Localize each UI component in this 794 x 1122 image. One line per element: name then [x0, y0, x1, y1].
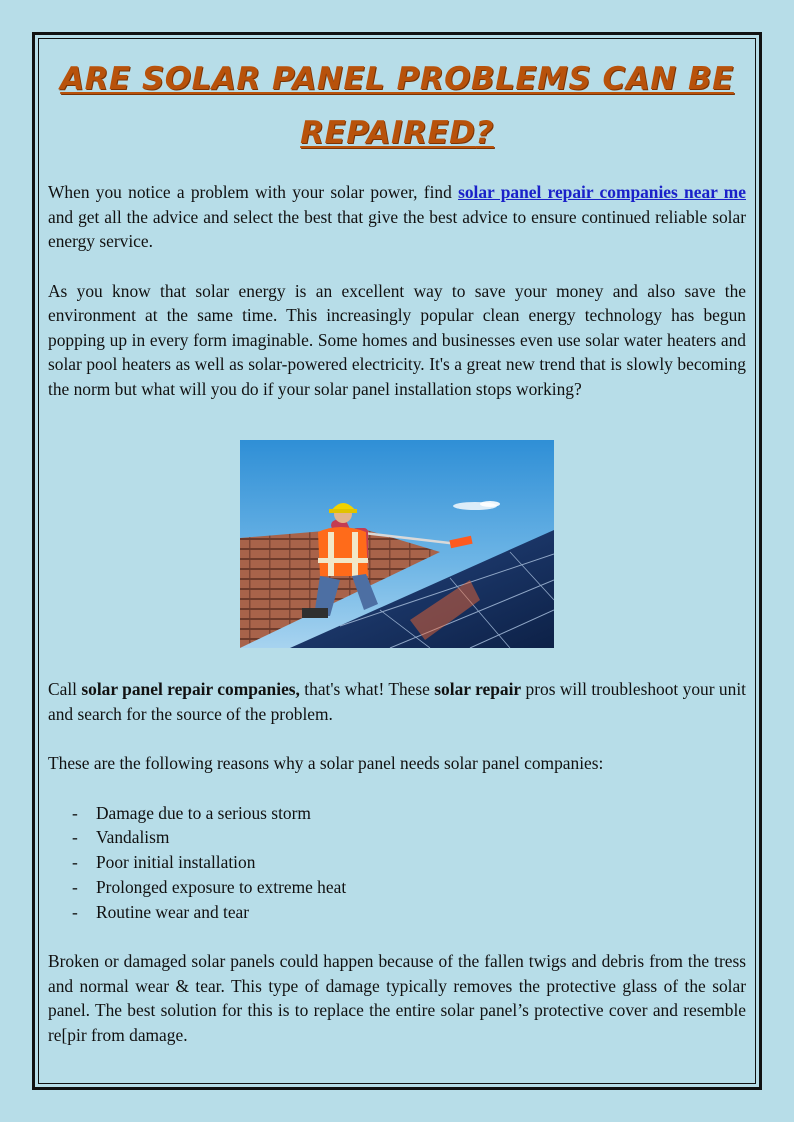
list-item-text: Poor initial installation	[96, 852, 256, 873]
list-item	[72, 825, 746, 850]
bullet-dash: -	[72, 852, 78, 873]
list-item	[72, 900, 746, 925]
reasons-intro-paragraph: These are the following reasons why a solar panel needs solar panel companies:	[48, 753, 604, 773]
list-item	[72, 875, 746, 900]
damage-paragraph: Broken or damaged solar panels could happen because of the fallen twigs and debris from the tress and normal wear & tear. This type of damage typically removes the protective glass of the solar panel. The best solution for this is to replace the entire solar panel’s protective cover and resemble re[pir from damage.	[48, 951, 746, 1045]
list-item	[72, 801, 746, 826]
list-item-text: Prolonged exposure to extreme heat	[96, 876, 347, 897]
call-text-1: Call	[48, 679, 82, 699]
call-text-2: that's what! These	[299, 679, 435, 699]
bold-solar-repair: solar repair	[434, 679, 522, 699]
solar-repair-near-me-link[interactable]: solar panel repair companies near me	[458, 182, 747, 202]
page-title	[48, 52, 746, 160]
article	[48, 52, 746, 1047]
call-text-3: pros will troubleshoot your unit and search for the source of the problem.	[48, 679, 746, 724]
bullet-dash: -	[72, 802, 78, 823]
call-repair-paragraph	[48, 677, 746, 726]
title-line-1: ARE SOLAR PANEL PROBLEMS CAN BE	[60, 61, 734, 97]
title-line-2: REPAIRED	[300, 115, 476, 151]
list-item	[72, 850, 746, 875]
bullet-dash: -	[72, 901, 78, 922]
intro-paragraph	[48, 180, 746, 254]
list-item-text: Vandalism	[96, 827, 170, 848]
intro-text-after: and get all the advice and select the best that give the best advice to ensure continued reliable solar energy service.	[48, 206, 746, 251]
list-item-text: Damage due to a serious storm	[96, 802, 311, 823]
bullet-dash: -	[72, 876, 78, 897]
intro-text-before: When you notice a problem with your solar power, find	[48, 182, 459, 202]
bullet-dash: -	[72, 827, 78, 848]
title-question-mark: ?	[475, 115, 494, 151]
solar-energy-paragraph: As you know that solar energy is an excellent way to save your money and also save the environment at the same time. This increasingly popular clean energy technology has begun popping up in every form imaginable. Some homes and businesses even use solar water heaters and solar pool heaters as well as solar-powered electricity. It's a great new trend that is slowly becoming the norm but what will you do if your solar panel installation stops working?	[48, 280, 746, 399]
solar-panel-cleaning-photo	[240, 440, 554, 648]
reasons-list	[48, 801, 746, 925]
list-item-text: Routine wear and tear	[96, 901, 250, 922]
bold-repair-companies: solar panel repair companies,	[81, 679, 300, 699]
